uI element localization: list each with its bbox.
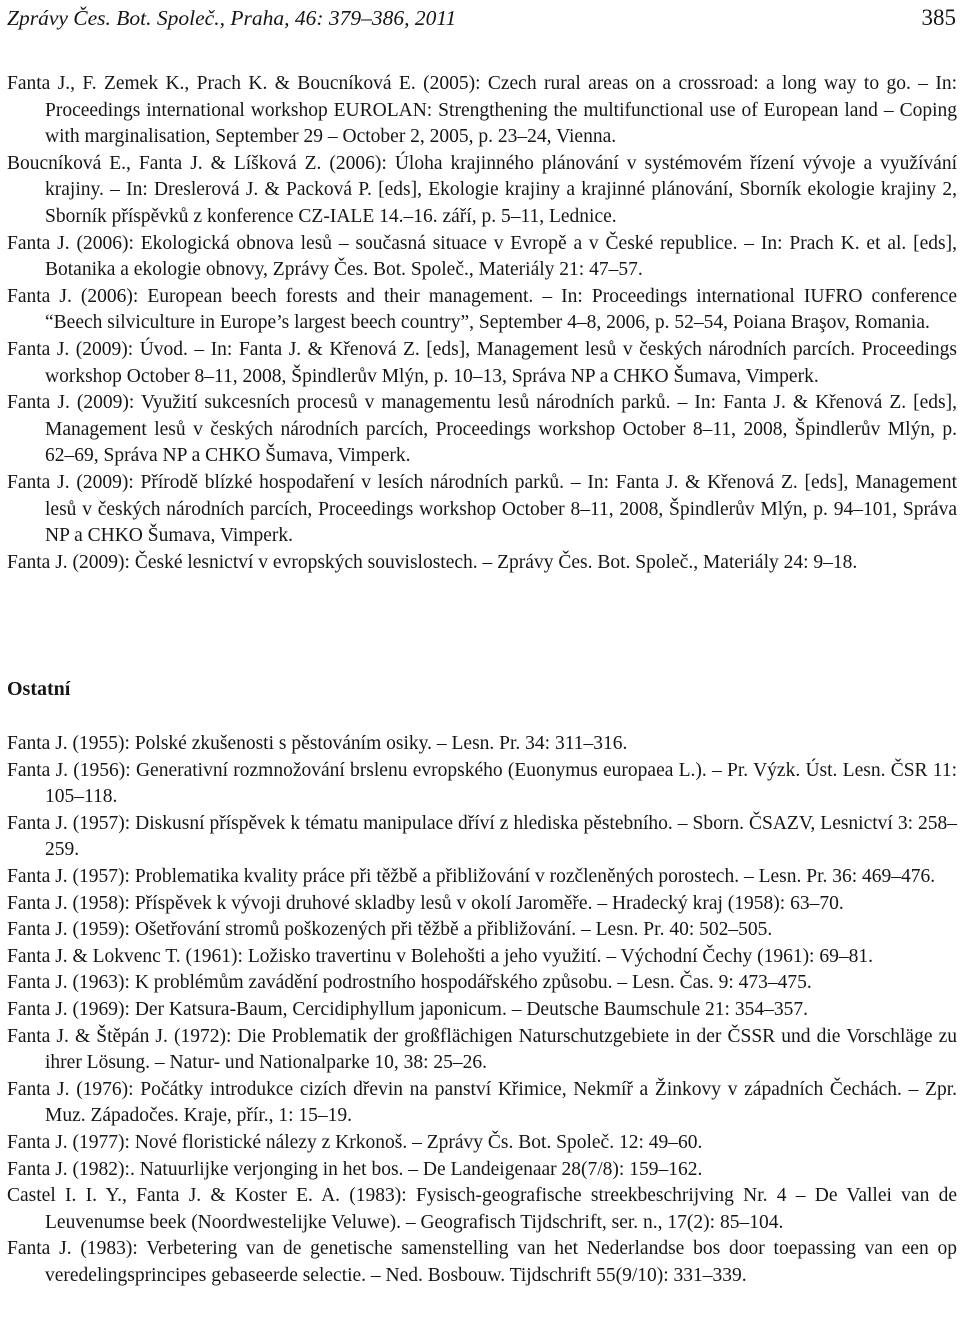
reference-item: Fanta J. (1959): Ošetřování stromů poškozených při těžbě a přibližování. – Lesn. Pr. 40: 502–505. (7, 919, 773, 941)
reference-item: Fanta J. (1957): Problematika kvality práce při těžbě a přibližování v rozčleněných porostech. – Lesn. Pr. 36: 469–476. (7, 865, 936, 887)
reference-item: Fanta J. (1982):. Natuurlijke verjonging in het bos. – De Landeigenaar 28(7/8): 159–162. (7, 1158, 703, 1180)
reference-item: Castel I. I. Y., Fanta J. & Koster E. A. (1983): Fysisch-geografische streekbeschrijving Nr. 4 – De Vallei van de Leuvenumse beek (Noordwestelijke Veluwe). – Geografisch Tijdschrift, ser. n., 17(2): 85–104. (7, 1185, 957, 1233)
reference-item: Fanta J. (1969): Der Katsura-Baum, Cercidiphyllum japonicum. – Deutsche Baumschule 21: 354–357. (7, 998, 808, 1020)
section-heading: Ostatní (7, 678, 71, 700)
reference-item: Fanta J. (2006): Ekologická obnova lesů – současná situace v Evropě a v České republice. – In: Prach K. et al. [eds], Botanika a ekologie obnovy, Zprávy Čes. Bot. Společ., Materiály 21: 47–57. (7, 232, 957, 281)
reference-item: Fanta J. (1983): Verbetering van de genetische samenstelling van het Nederlandse bos door toepassing van een op veredelingsprincipes gebaseerde selectie. – Ned. Bosbouw. Tijdschrift 55(9/10): 331–339. (7, 1238, 957, 1286)
reference-item: Fanta J. (2006): European beech forests and their management. – In: Proceedings international IUFRO conference “Beech silviculture in Europe’s largest beech country”, September 4–8, 2006, p. 52–54, Poiana Braşov, Romania. (7, 285, 957, 334)
reference-item: Fanta J. & Lokvenc T. (1961): Ložisko travertinu v Bolehošti a jeho využití. – Východní Čechy (1961): 69–81. (7, 945, 873, 967)
page-number: 385 (921, 5, 956, 30)
reference-item: Fanta J. (1957): Diskusní příspěvek k tématu manipulace dříví z hlediska pěstebního. – Sborn. ČSAZV, Lesnictví 3: 258–259. (7, 812, 957, 861)
reference-item: Fanta J. (2009): Přírodě blízké hospodaření v lesích národních parků. – In: Fanta J. & Křenová Z. [eds], Management lesů v českých národních parcích, Proceedings workshop October 8–11, 2008, Špindlerův Mlýn, p. 94–101, Správa NP a CHKO Šumava, Vimperk. (7, 471, 957, 547)
reference-list-b (7, 731, 957, 1289)
reference-item: Fanta J. (2009): Využití sukcesních procesů v managementu lesů národních parků. – In: Fanta J. & Křenová Z. [eds], Management lesů v českých národních parcích, Proceedings workshop October 8–11, 2008, Špindlerův Mlýn, p. 62–69, Správa NP a CHKO Šumava, Vimperk. (7, 392, 957, 467)
reference-item: Fanta J. (2009): Úvod. – In: Fanta J. & Křenová Z. [eds], Management lesů v českých národních parcích. Proceedings workshop October 8–11, 2008, Špindlerův Mlýn, p. 10–13, Správa NP a CHKO Šumava, Vimperk. (7, 338, 957, 387)
reference-item: Boucníková E., Fanta J. & Líšková Z. (2006): Úloha krajinného plánování v systémovém řízení vývoje a využívání krajiny. – In: Dreslerová J. & Packová P. [eds], Ekologie krajiny a krajinné plánování, Sborník ekologie krajiny 2, Sborník příspěvků z konference CZ-IALE 14.–16. září, p. 5–11, Lednice. (7, 152, 957, 227)
reference-item: Fanta J. & Štěpán J. (1972): Die Problematik der großflächigen Naturschutzgebiete in der ČSSR und die Vorschläge zu ihrer Lösung. – Natur- und Nationalparke 10, 38: 25–26. (7, 1025, 957, 1074)
reference-item: Fanta J. (1977): Nové floristické nálezy z Krkonoš. – Zprávy Čs. Bot. Společ. 12: 49–60. (7, 1131, 703, 1153)
reference-item: Fanta J. (1955): Polské zkušenosti s pěstováním osiky. – Lesn. Pr. 34: 311–316. (7, 733, 628, 754)
page-header (7, 0, 956, 36)
reference-item: Fanta J. (1976): Počátky introdukce cizích dřevin na panství Křimice, Nekmíř a Žinkovy v západních Čechách. – Zpr. Muz. Západočes. Kraje, přír., 1: 15–19. (7, 1078, 957, 1127)
reference-item: Fanta J., F. Zemek K., Prach K. & Boucníková E. (2005): Czech rural areas on a crossroad: a long way to go. – In: Proceedings international workshop EUROLAN: Strengthening the multifunctional use of European land – Coping with marginalisation, September 29 – October 2, 2005, p. 23–24, Vienna. (7, 73, 957, 148)
reference-item: Fanta J. (1958): Příspěvek k vývoji druhové skladby lesů v okolí Jaroměře. – Hradecký kraj (1958): 63–70. (7, 892, 844, 914)
reference-list-a (7, 71, 957, 576)
reference-item: Fanta J. (1963): K problémům zavádění podrostního hospodářského způsobu. – Lesn. Čas. 9: 473–475. (7, 972, 812, 994)
reference-item: Fanta J. (2009): České lesnictví v evropských souvislostech. – Zprávy Čes. Bot. Společ., Materiály 24: 9–18. (7, 551, 858, 573)
reference-item: Fanta J. (1956): Generativní rozmnožování brslenu evropského (Euonymus europaea L.). – Pr. Výzk. Úst. Lesn. ČSR 11: 105–118. (7, 759, 957, 808)
journal-citation: Zprávy Čes. Bot. Společ., Praha, 46: 379–386, 2011 (7, 6, 457, 30)
